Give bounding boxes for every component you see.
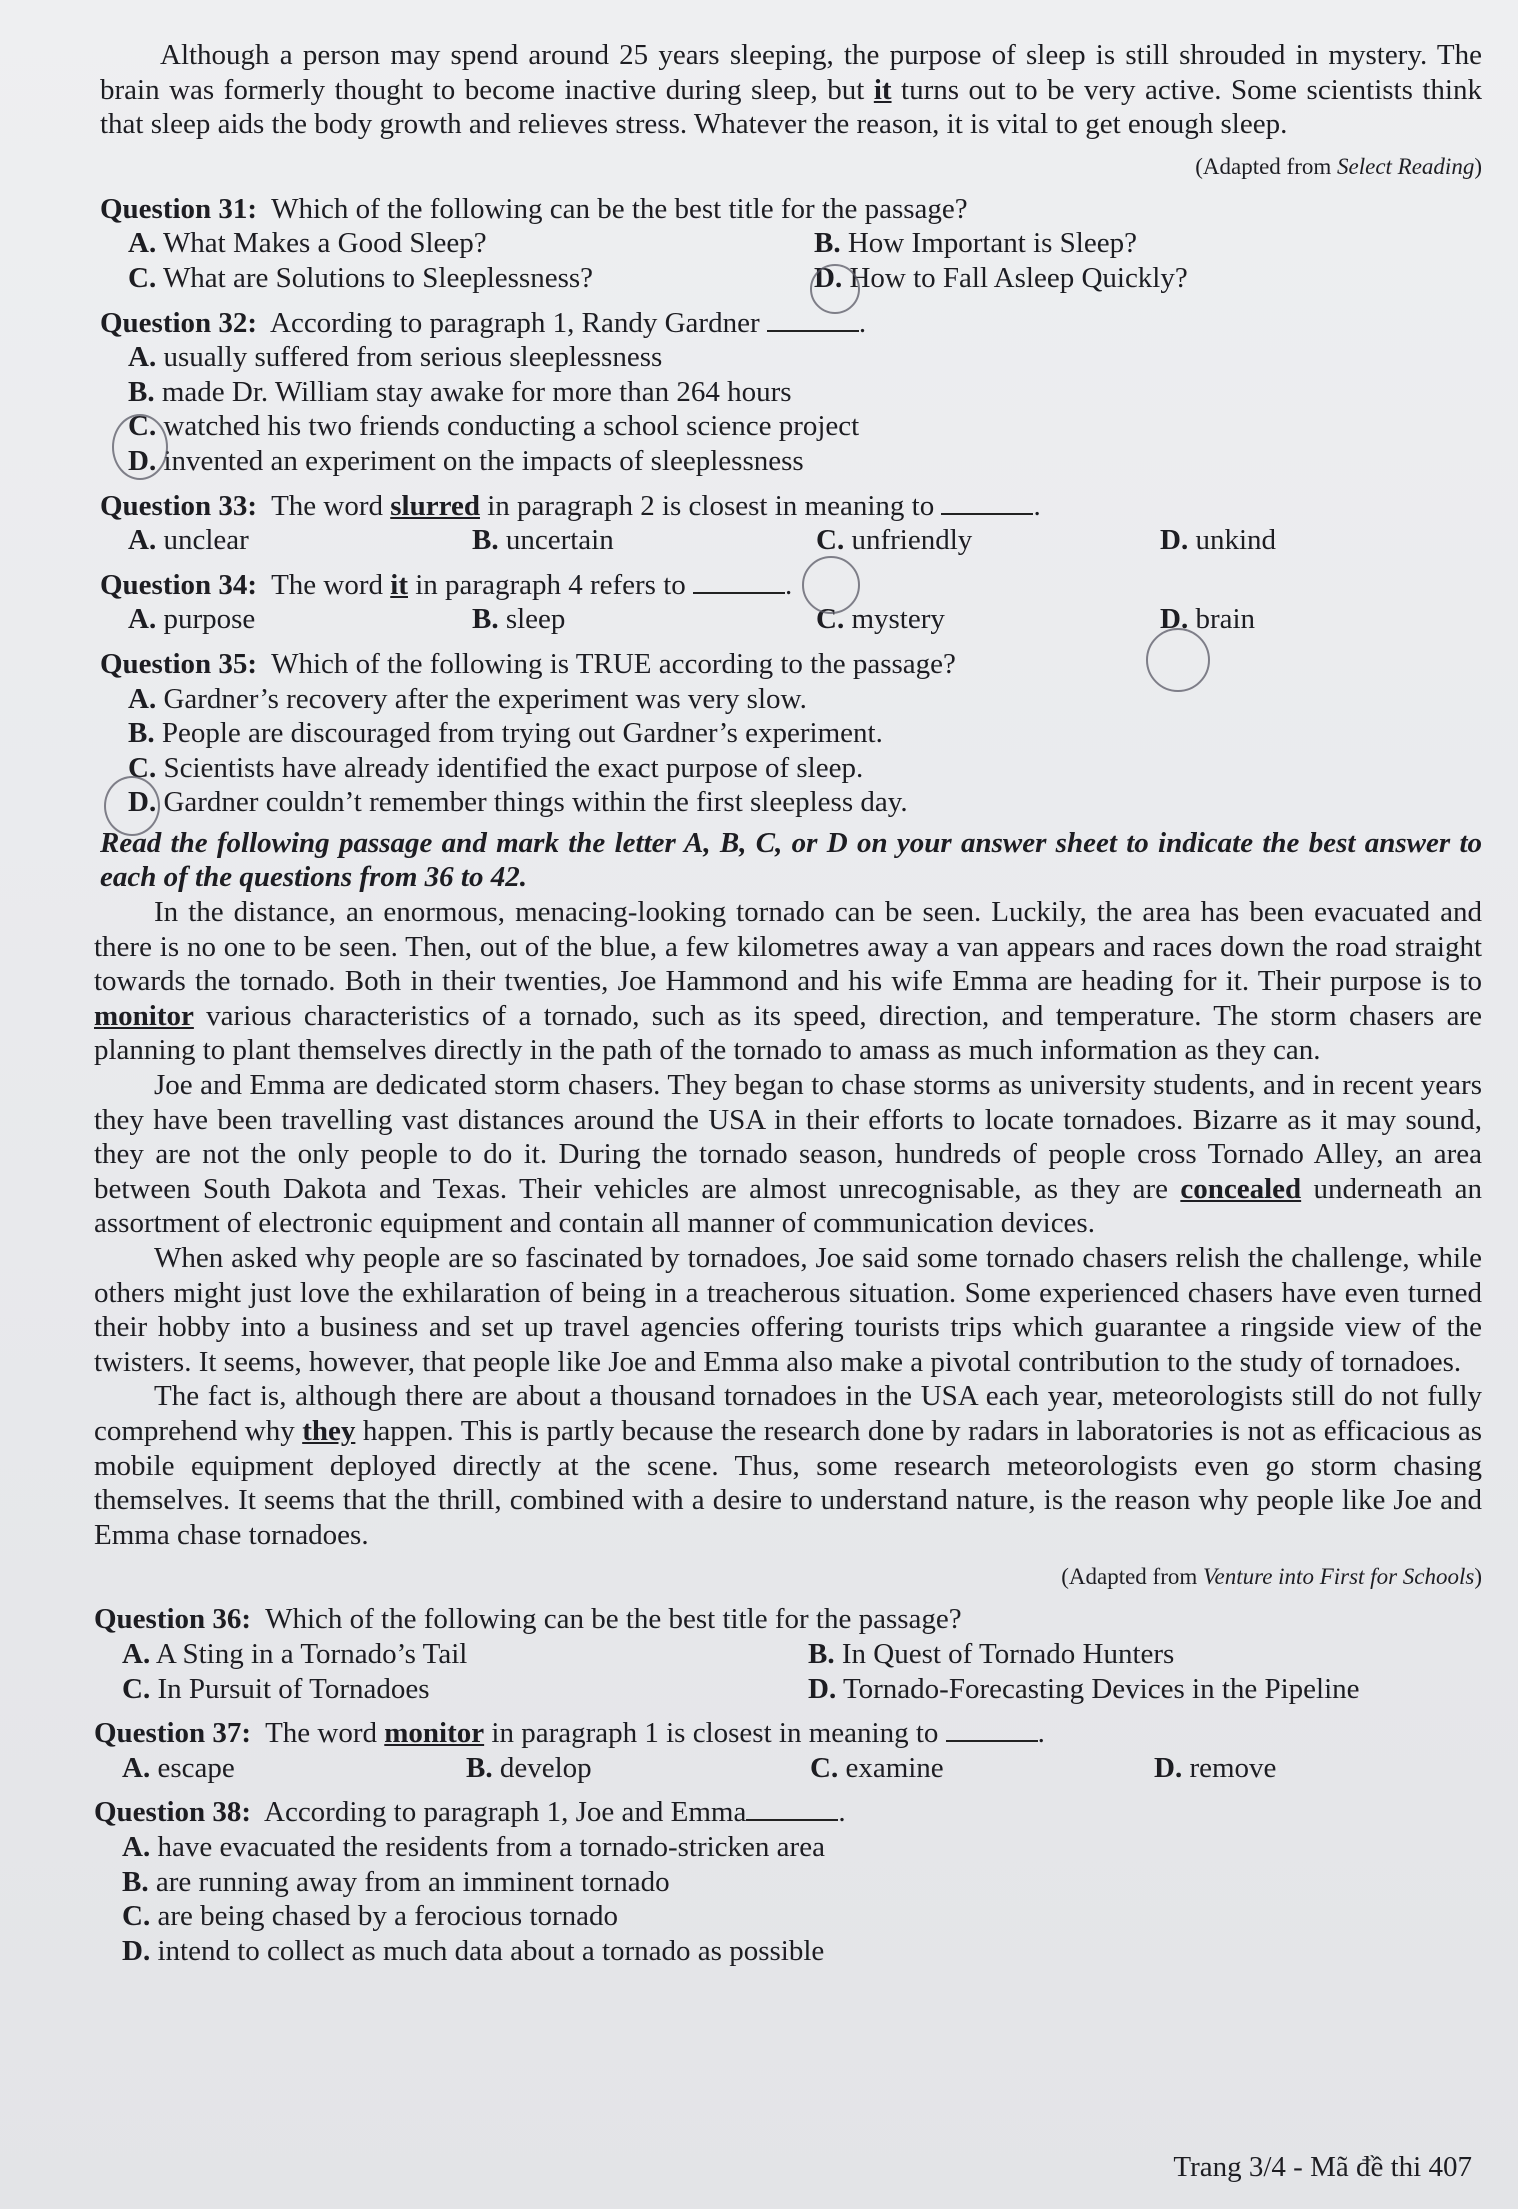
option-a[interactable]: A. escape [122,1751,235,1784]
question-label: Question 33: [100,489,258,522]
question-label: Question 35: [100,647,258,680]
source-suffix: ) [1474,153,1482,179]
question-text: According to paragraph 1, Joe and Emma [264,1796,747,1829]
question-32: Question 32: According to paragraph 1, Randy Gardner . A. usually suffered from serious sleeplessness B. made Dr. William stay awake for more than 264 hours C. watched his two friends conducting a school science project D. invented an experiment on the impacts of sleeplessness [100,306,1482,479]
option-c[interactable]: C. are being chased by a ferocious tornado [122,1900,619,1933]
question-label: Question 37: [94,1717,252,1750]
passage-paragraph-2: Joe and Emma are dedicated storm chasers. They began to chase storms as university students, and in recent years they have been travelling vast distances around the USA in their efforts to locate tornadoes. Bizarre as it may sound, they are not the only people to do it. During the tornado season, hundreds of people cross Tornado Alley, an area between South Dakota and Texas. Their vehicles are almost unrecognisable, as they are concealed underneath an assortment of electronic equipment and contain all manner of communication devices. [94,1069,1482,1240]
option-b[interactable]: B. uncertain [472,524,614,557]
highlighted-word-they: they [302,1414,356,1447]
answer-blank [941,491,1033,515]
page-footer: Trang 3/4 - Mã đề thi 407 [1173,2151,1472,2183]
question-text: Which of the following can be the best title for the passage? [271,192,968,225]
highlighted-word-concealed: concealed [1180,1172,1302,1205]
option-d[interactable]: D. intend to collect as much data about a tornado as possible [122,1934,825,1967]
option-d[interactable]: D. unkind [1160,524,1277,557]
option-d[interactable]: D. remove [1154,1751,1277,1784]
question-text: According to paragraph 1, Randy Gardner [270,306,760,339]
question-label: Question 36: [94,1603,252,1636]
intro-underlined-word: it [873,73,892,106]
option-d[interactable]: D. brain [1160,603,1256,636]
question-35 [100,647,1482,820]
option-b[interactable]: B. made Dr. William stay awake for more than 264 hours [128,375,792,408]
intro-paragraph [100,38,1482,142]
option-a[interactable]: A. unclear [128,524,249,557]
question-text: Which of the following can be the best title for the passage? [265,1603,962,1636]
question-38: Question 38: According to paragraph 1, Joe and Emma . A. have evacuated the residents from a tornado-stricken area B. are running away from an imminent tornado C. are being chased by a ferocious tornado D. intend to collect as much data about a tornado as possible [94,1795,1482,1968]
option-d[interactable]: D. Gardner couldn’t remember things within the first sleepless day. [128,786,908,819]
answer-blank [946,1718,1038,1742]
option-c[interactable]: C. What are Solutions to Sleeplessness? [128,261,594,294]
option-a[interactable]: A. purpose [128,603,256,636]
question-31 [100,192,1482,296]
option-b[interactable]: B. develop [466,1751,592,1784]
option-b[interactable]: B. How Important is Sleep? [814,227,1137,260]
passage-paragraph-1: In the distance, an enormous, menacing-looking tornado can be seen. Luckily, the area has been evacuated and there is no one to be seen. Then, out of the blue, a few kilometres away a van appears and races down the road straight towards the tornado. Both in their twenties, Joe Hammond and his wife Emma are heading for it. Their purpose is to monitor various characteristics of a tornado, such as its speed, direction, and temperature. The storm chasers are planning to plant themselves directly in the path of the tornado to amass as much information as they can. [94,896,1482,1067]
passage-paragraph-3: When asked why people are so fascinated by tornadoes, Joe said some tornado chasers relish the challenge, while others might just love the exhilaration of being in a treacherous situation. Some experienced chasers have even turned their hobby into a business and set up travel agencies offering tourists trips which guarantee a ringside view of the twisters. It seems, however, that people like Joe and Emma also make a pivotal contribution to the study of tornadoes. [94,1242,1482,1378]
option-b[interactable]: B. sleep [472,603,566,636]
option-c[interactable]: C. examine [810,1751,944,1784]
passage-paragraph-4: The fact is, although there are about a thousand tornadoes in the USA each year, meteorologists still do not fully comprehend why they happen. This is partly because the research done by radars in laboratories is not as efficacious as mobile equipment deployed directly at the scene. Thus, some research meteorologists even go storm chasing themselves. It seems that the thrill, combined with a desire to understand nature, is the reason why people like Joe and Emma chase tornadoes. [94,1380,1482,1551]
answer-blank [693,570,785,594]
question-label: Question 34: [100,568,258,601]
question-label: Question 32: [100,306,258,339]
question-label: Question 38: [94,1796,252,1829]
option-d[interactable]: D. invented an experiment on the impacts of sleeplessness [128,444,804,477]
source-citation-2: (Adapted from Venture into First for Schools) [1061,1564,1482,1590]
option-a[interactable]: A. Gardner’s recovery after the experiment was very slow. [128,682,807,715]
source-title: Venture into First for Schools [1203,1564,1475,1590]
option-a[interactable]: A. have evacuated the residents from a tornado-stricken area [122,1830,825,1863]
question-34: Question 34: The word it in paragraph 4 refers to . A. purpose B. sleep C. mystery D. brain [100,568,1482,637]
option-d[interactable]: D. How to Fall Asleep Quickly? [814,261,1188,294]
option-c[interactable]: C. Scientists have already identified the exact purpose of sleep. [128,751,864,784]
option-c[interactable]: C. mystery [816,603,945,636]
option-c[interactable]: C. unfriendly [816,524,973,557]
answer-blank [767,308,859,332]
option-a[interactable]: A. A Sting in a Tornado’s Tail [122,1637,468,1670]
tornado-passage [94,895,1482,1968]
intro-text-end: turns out to be very active. Some scientists think that sleep aids the body growth and relieves stress. Whatever the reason, it is vital to get enough sleep. [100,73,1482,141]
question-37: Question 37: The word monitor in paragraph 1 is closest in meaning to . A. escape B. develop C. examine D. remove [94,1716,1482,1785]
question-36 [94,1602,1482,1706]
option-b[interactable]: B. People are discouraged from trying out Gardner’s experiment. [128,717,883,750]
answer-blank [746,1797,838,1821]
option-c[interactable]: C. watched his two friends conducting a school science project [128,410,860,443]
option-a[interactable]: A. What Makes a Good Sleep? [128,227,487,260]
highlighted-word-monitor: monitor [94,999,194,1032]
question-text: Which of the following is TRUE according to the passage? [271,647,956,680]
target-word: monitor [384,1717,485,1750]
option-b[interactable]: B. In Quest of Tornado Hunters [808,1637,1175,1670]
option-a[interactable]: A. usually suffered from serious sleeplessness [128,341,663,374]
source-citation-1 [100,152,1482,182]
section-instruction: Read the following passage and mark the letter A, B, C, or D on your answer sheet to indicate the best answer to each of the questions from 36 to 42. [100,826,1482,894]
target-word: slurred [390,489,480,522]
target-word: it [390,568,408,601]
intro-text-start: Although a person may spend around 25 years sleeping, the purpose of sleep is still shrouded in mystery. The brain was formerly thought to become inactive during sleep, but [100,39,1482,106]
option-b[interactable]: B. are running away from an imminent tornado [122,1865,670,1898]
source-title: Select Reading [1337,153,1475,179]
option-d[interactable]: D. Tornado-Forecasting Devices in the Pipeline [808,1672,1360,1705]
question-33: Question 33: The word slurred in paragraph 2 is closest in meaning to . A. unclear B. uncertain C. unfriendly D. unkind [100,489,1482,558]
option-c[interactable]: C. In Pursuit of Tornadoes [122,1672,430,1705]
source-prefix: (Adapted from [1195,153,1338,179]
question-label: Question 31: [100,192,258,225]
